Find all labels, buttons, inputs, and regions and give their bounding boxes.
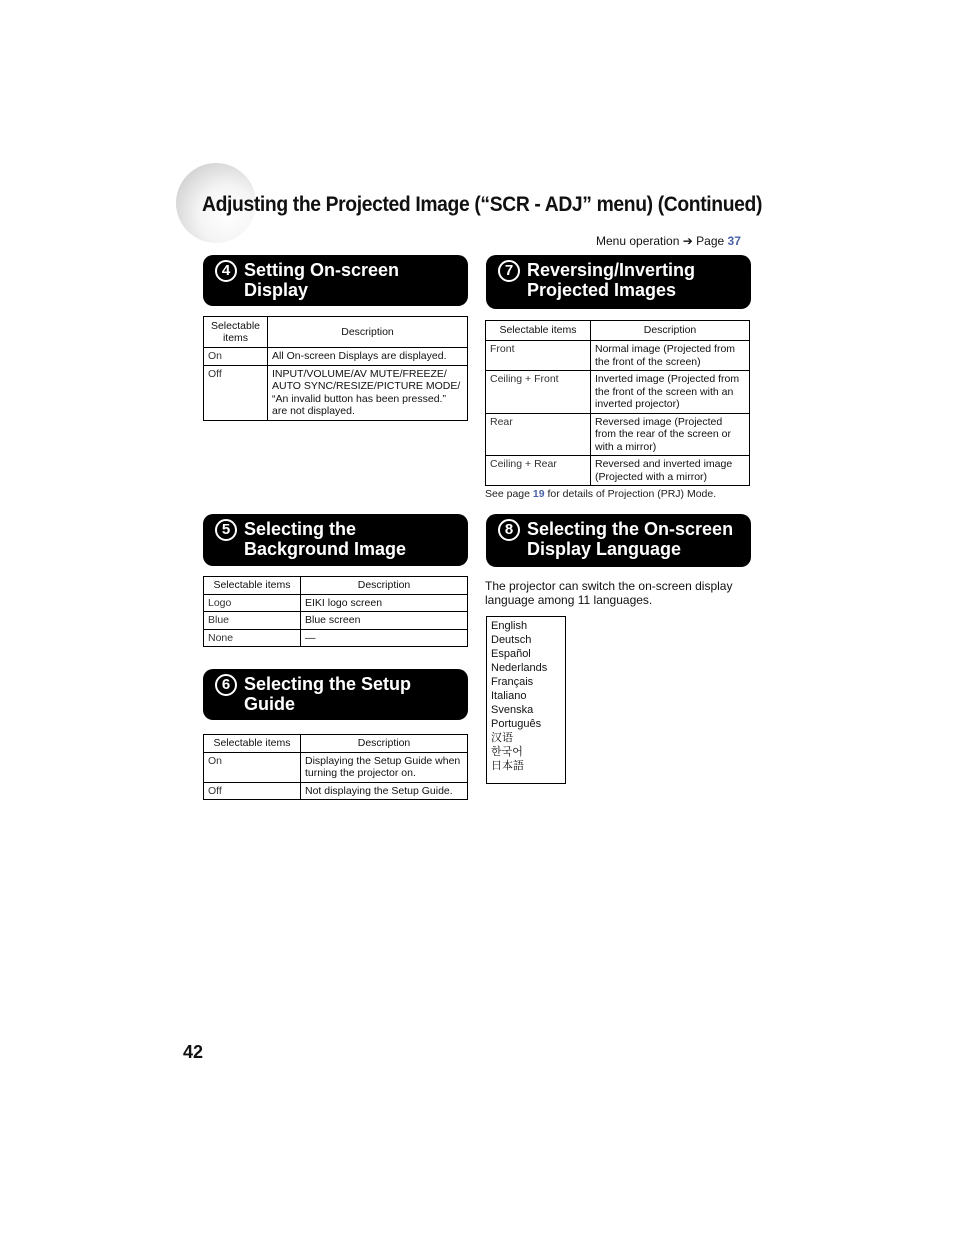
table-cell-description: Reversed image (Projected from the rear of the screen or with a mirror): [591, 413, 750, 456]
background-image-table: [203, 576, 468, 647]
table-header-row: [204, 735, 468, 753]
language-list: [486, 616, 566, 784]
list-item: 汉语: [491, 732, 513, 744]
section-number-badge: 8: [498, 519, 520, 541]
table-row: [204, 629, 468, 647]
page-label: Page: [696, 234, 725, 248]
table-cell-description: Displaying the Setup Guide when turning the projector on.: [301, 752, 468, 782]
table-cell-item: Logo: [204, 594, 301, 612]
section-number-badge: 6: [215, 674, 237, 696]
table-cell-item: Off: [204, 782, 301, 800]
table-cell-item: On: [204, 752, 301, 782]
section-header-display-language: [486, 514, 751, 567]
language-intro-text: The projector can switch the on-screen display language among 11 languages.: [485, 579, 733, 607]
column-header: Selectable items: [204, 577, 301, 595]
note-prefix: See page: [485, 488, 530, 500]
list-item: Deutsch: [491, 634, 532, 646]
table-row: [486, 371, 750, 414]
table-row: [204, 782, 468, 800]
table-cell-item: Rear: [486, 413, 591, 456]
menu-operation-reference: [596, 234, 741, 248]
menu-operation-label: Menu operation: [596, 234, 680, 248]
table-row: [204, 594, 468, 612]
list-item: 日本語: [491, 760, 524, 772]
table-cell-description: Reversed and inverted image (Projected with a mirror): [591, 456, 750, 486]
table-header-row: [486, 321, 750, 341]
page-number: 42: [183, 1042, 204, 1062]
table-cell-item: None: [204, 629, 301, 647]
section-title: Selecting the On-screen Display Language: [527, 519, 734, 559]
table-row: [204, 365, 468, 420]
page-title: Adjusting the Projected Image (“SCR - ADJ” menu) (Continued): [202, 193, 763, 216]
table-cell-item: Ceiling + Rear: [486, 456, 591, 486]
on-screen-display-table: [203, 316, 468, 421]
section-title: Selecting the Background Image: [244, 519, 407, 559]
list-item: 한국어: [491, 746, 523, 758]
table-row: [486, 341, 750, 371]
list-item: Français: [491, 676, 534, 688]
section-header-setup-guide: [203, 669, 468, 720]
projection-mode-table: [485, 320, 750, 486]
table-header-row: [204, 317, 468, 348]
list-item: Português: [491, 718, 542, 730]
section-number-badge: 7: [498, 260, 520, 282]
table-cell-description: Normal image (Projected from the front of the screen): [591, 341, 750, 371]
section-title: Setting On-screen Display: [244, 260, 400, 300]
section-header-background-image: [203, 514, 468, 566]
section-title: Reversing/Inverting Projected Images: [527, 260, 696, 300]
section-header-on-screen-display: [203, 255, 468, 306]
table-cell-description: Inverted image (Projected from the front of the screen with an inverted projector): [591, 371, 750, 414]
column-header: Description: [591, 321, 750, 341]
list-item: English: [491, 620, 528, 632]
setup-guide-table: [203, 734, 468, 800]
table-cell-item: Ceiling + Front: [486, 371, 591, 414]
section-number-badge: 5: [215, 519, 237, 541]
table-row: [204, 612, 468, 630]
list-item: Nederlands: [491, 662, 548, 674]
column-header: Selectable items: [204, 735, 301, 753]
column-header: Description: [301, 577, 468, 595]
table-cell-item: Off: [204, 365, 268, 420]
table-cell-item: Front: [486, 341, 591, 371]
table-row: [486, 413, 750, 456]
projection-note: [485, 488, 716, 500]
note-page-link[interactable]: 19: [532, 488, 545, 500]
table-cell-description: Not displaying the Setup Guide.: [301, 782, 468, 800]
table-cell-description: All On-screen Displays are displayed.: [268, 348, 468, 366]
column-header: Description: [301, 735, 468, 753]
table-row: [486, 456, 750, 486]
arrow-right-icon: ➔: [682, 234, 693, 248]
section-title: Selecting the Setup Guide: [244, 674, 412, 714]
section-number-badge: 4: [215, 260, 237, 282]
page-link[interactable]: 37: [727, 234, 741, 248]
column-header: Selectable items: [486, 321, 591, 341]
table-cell-item: Blue: [204, 612, 301, 630]
column-header: Selectable items: [204, 317, 268, 348]
list-item: Italiano: [491, 690, 527, 702]
table-row: [204, 752, 468, 782]
list-item: Español: [491, 648, 531, 660]
table-cell-description: INPUT/VOLUME/AV MUTE/FREEZE/ AUTO SYNC/RESIZE/PICTURE MODE/ “An invalid button has been pressed.” are not displayed.: [268, 365, 468, 420]
table-header-row: [204, 577, 468, 595]
note-suffix: for details of Projection (PRJ) Mode.: [547, 488, 717, 500]
table-cell-description: —: [301, 629, 468, 647]
table-cell-item: On: [204, 348, 268, 366]
table-cell-description: Blue screen: [301, 612, 468, 630]
table-row: [204, 348, 468, 366]
column-header: Description: [268, 317, 468, 348]
list-item: Svenska: [491, 704, 534, 716]
table-cell-description: EIKI logo screen: [301, 594, 468, 612]
section-header-reversing-inverting: [486, 255, 751, 309]
